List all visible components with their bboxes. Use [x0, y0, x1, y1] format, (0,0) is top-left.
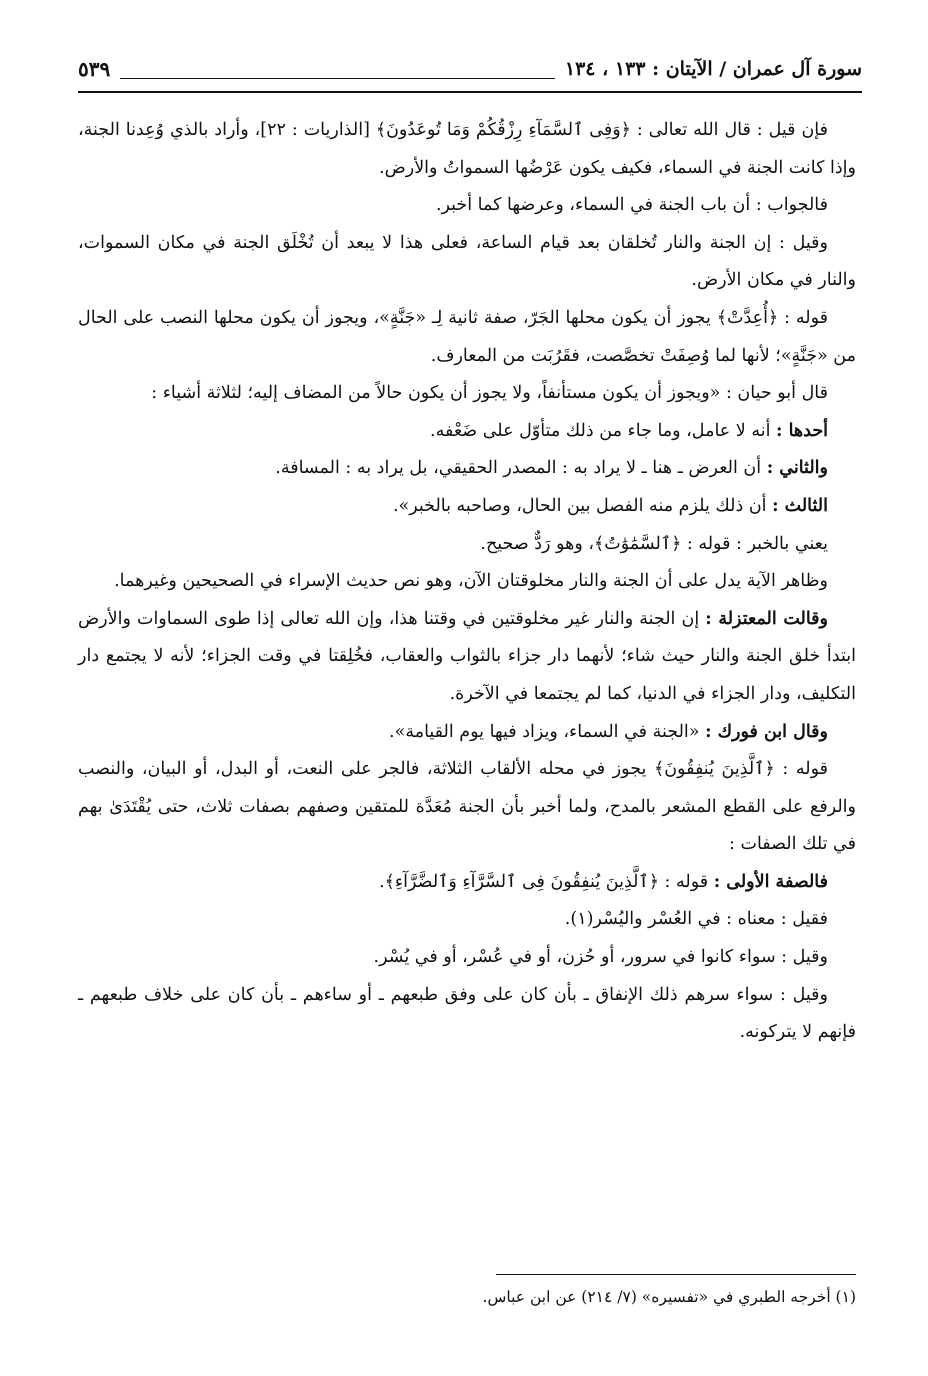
page-number: ٥٣٩ [78, 57, 111, 81]
paragraph-text: أن العرض ـ هنا ـ لا يراد به : المصدر الحقيقي، بل يراد به : المسافة. [275, 458, 762, 479]
paragraph-text: قال أبو حيان : «ويجوز أن يكون مستأنفاً، ولا يجوز أن يكون حالاً من المضاف إليه؛ لثلاثة أشياء : [151, 383, 828, 404]
paragraph-text: «الجنة في السماء، ويزاد فيها يوم القيامة». [389, 721, 700, 742]
paragraph-text: وقيل : سواء كانوا في سرور، أو حُزن، أو في عُسْر، أو في يُسْر. [373, 947, 828, 968]
paragraph-text: قوله : ﴿ٱلَّذِينَ يُنفِقُونَ فِى ٱلسَّرَّآءِ وَٱلضَّرَّآءِ﴾. [379, 871, 709, 892]
paragraph [78, 225, 856, 300]
paragraph [78, 563, 856, 601]
paragraph-lead: وقال ابن فورك : [705, 721, 828, 742]
paragraph [78, 450, 856, 488]
paragraph [78, 187, 856, 225]
footnote-rule [496, 1274, 856, 1275]
paragraph-text: أنه لا عامل، وما جاء من ذلك متأوّل على ضَعْفه. [430, 420, 771, 441]
paragraph [78, 375, 856, 413]
paragraph [78, 864, 856, 902]
paragraph [78, 901, 856, 939]
paragraph [78, 939, 856, 977]
paragraph-text: فإن قيل : قال الله تعالى : ﴿وَفِى ٱلسَّمَآءِ رِزْقُكُمْ وَمَا تُوعَدُونَ﴾ [الذاريات : ٢٢]، وأراد بالذي وُعِدنا الجنة، وإذا كانت الجنة في السماء، فكيف يكون عَرْضُها السمواتُ والأرض. [78, 120, 856, 178]
main-text [78, 112, 856, 1052]
header-line [120, 78, 555, 79]
running-title: سورة آل عمران / الآيتان : ١٣٣ ، ١٣٤ [564, 58, 862, 80]
paragraph-text: قوله : ﴿أُعِدَّتْ﴾ يجوز أن يكون محلها الجَرّ، صفة ثانية لِـ «جَنَّةٍ»، ويجوز أن يكون محلها النصب على الحال من «جَنَّةٍ»؛ لأنها لما وُصِفَتْ تخصَّصت، فقَرُبَت من المعارف. [78, 307, 856, 366]
paragraph-text: أن ذلك يلزم منه الفصل بين الحال، وصاحبه بالخبر». [392, 495, 767, 516]
paragraph [78, 977, 856, 1052]
paragraph-text: إن الجنة والنار غير مخلوقتين في وقتنا هذا، وإن الله تعالى إذا طوى السماوات والأرض ابتدأ خلق الجنة والنار حيث شاء؛ لأنهما دار جزاء بالثواب والعقاب، فخُلِقتا في وقت الجزاء؛ لأنه لا يجتمع دار التكليف، ودار الجزاء في الدنيا، كما لم يجتمعا في الآخرة. [78, 608, 856, 704]
paragraph-text: يعني بالخبر : قوله : ﴿ٱلسَّمَٰوَٰتُ﴾، وهو رَدٌّ صحيح. [480, 533, 828, 554]
paragraph [78, 300, 856, 375]
paragraph [78, 488, 856, 526]
paragraph-lead: أحدها : [776, 420, 828, 441]
paragraph-text: فالجواب : أن باب الجنة في السماء، وعرضها كما أخبر. [435, 195, 828, 216]
paragraph-lead: الثالث : [772, 495, 828, 516]
paragraph [78, 601, 856, 714]
paragraph-text: وقيل : إن الجنة والنار تُخلقان بعد قيام الساعة، فعلى هذا لا يبعد أن تُخْلَق الجنة في مكان السموات، والنار في مكان الأرض. [78, 232, 856, 291]
header-rule [78, 91, 862, 93]
paragraph-text: قوله : ﴿ٱلَّذِينَ يُنفِقُونَ﴾ يجوز في محله الألقاب الثلاثة، فالجر على النعت، أو البدل، أو البيان، والنصب والرفع على القطع المشعر بالمدح، ولما أخبر بأن الجنة مُعَدَّة للمتقين وصفهم بصفات ثلاث، حتى يُقْتَدَىٰ بهم في تلك الصفات : [78, 759, 856, 855]
paragraph [78, 413, 856, 451]
paragraph [78, 112, 856, 187]
paragraph-lead: والثاني : [766, 458, 828, 479]
paragraph [78, 751, 856, 864]
paragraph-lead: وقالت المعتزلة : [705, 608, 828, 629]
paragraph-text: فقيل : معناه : في العُسْر واليُسْر(١). [564, 909, 828, 930]
paragraph [78, 714, 856, 752]
paragraph-text: وظاهر الآية يدل على أن الجنة والنار مخلوقتان الآن، وهو نص حديث الإسراء في الصحيحين وغيرهما. [114, 571, 828, 592]
paragraph-lead: فالصفة الأولى : [713, 871, 828, 892]
paragraph-text: وقيل : سواء سرهم ذلك الإنفاق ـ بأن كان على وفق طبعهم ـ أو ساءهم ـ بأن كان على خلاف طبعهم ـ فإنهم لا يتركونه. [78, 984, 856, 1043]
paragraph [78, 526, 856, 564]
footnote: (١) أخرجه الطبري في «تفسيره» (٧/ ٢١٤) عن ابن عباس. [482, 1288, 856, 1306]
page-header [78, 52, 862, 86]
